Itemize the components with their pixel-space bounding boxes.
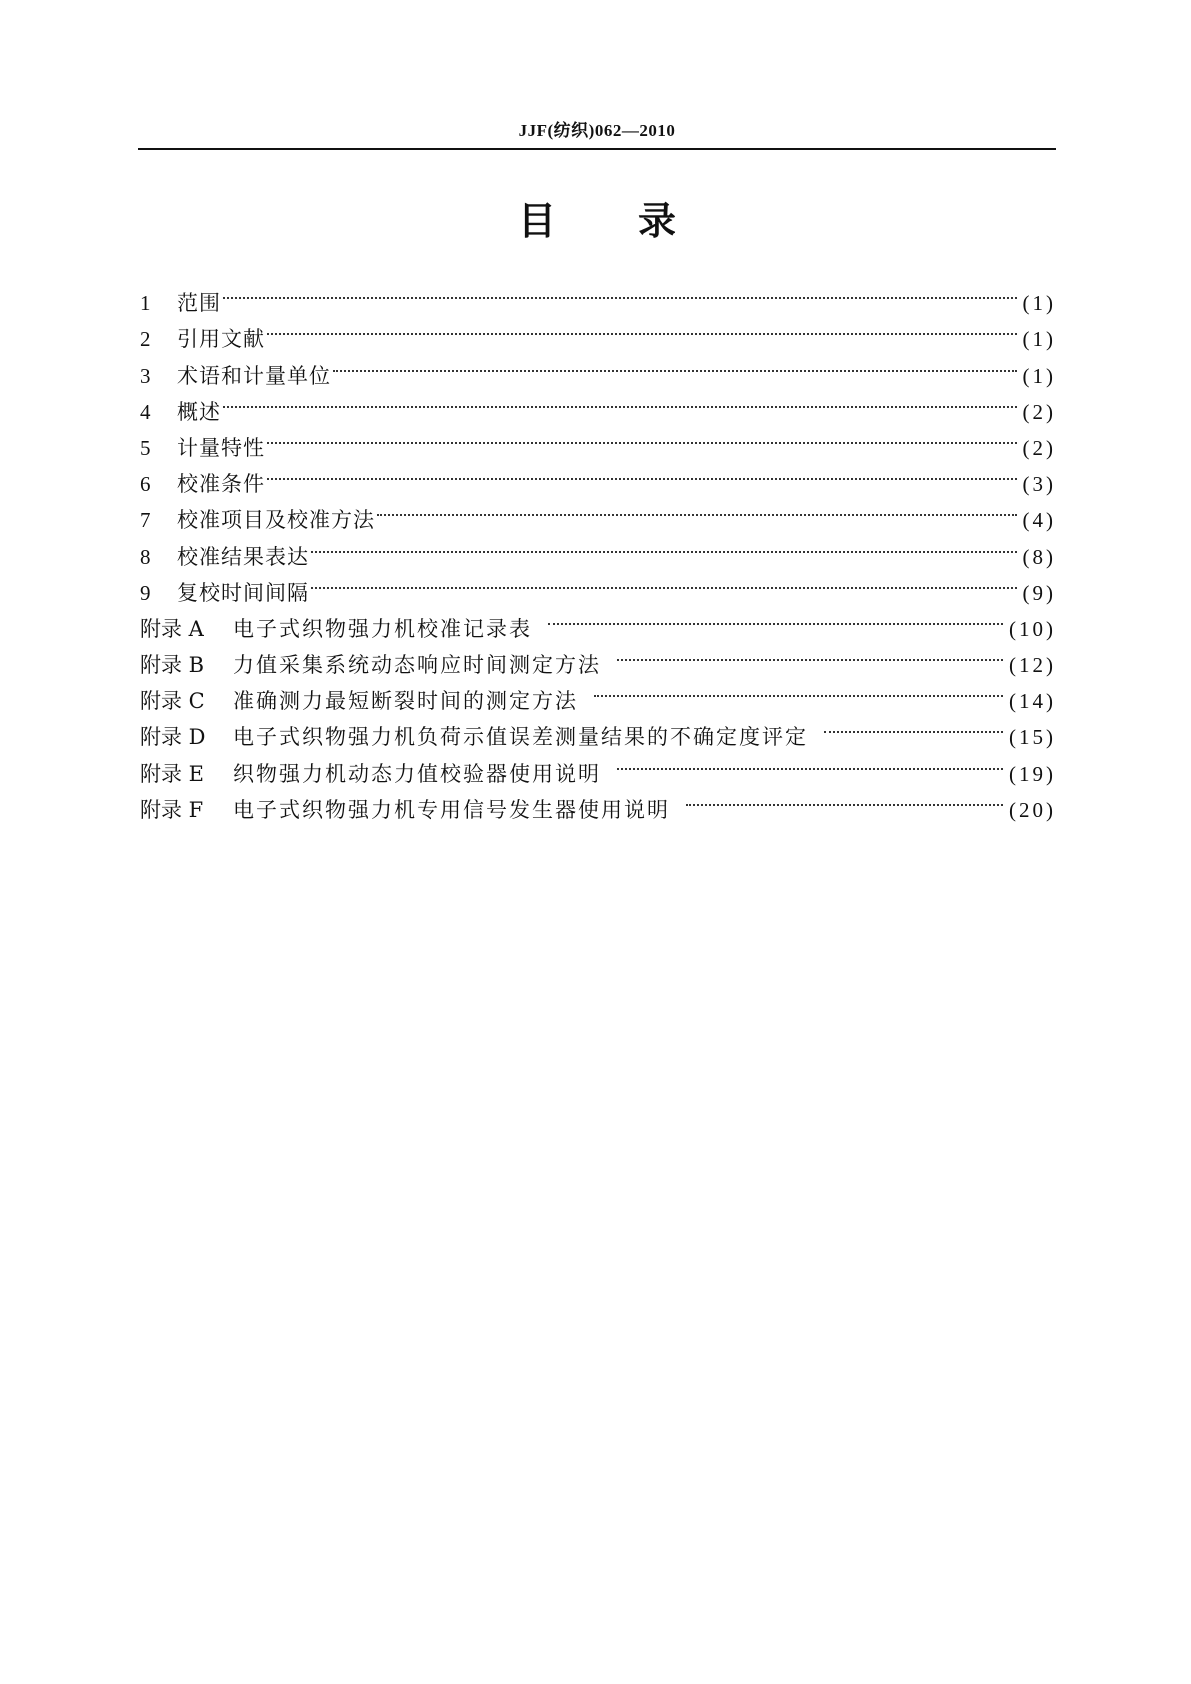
toc-entry-page: (2) (1022, 435, 1056, 460)
header-rule (138, 148, 1056, 150)
toc-entry-page: (4) (1022, 508, 1056, 533)
toc-dot-leader (617, 636, 1003, 672)
toc-title-right: 录 (638, 199, 677, 243)
toc-title-left: 目 (517, 199, 556, 243)
toc-entry-number: 2 (140, 327, 151, 352)
toc-title (138, 196, 1056, 246)
toc-entry-page: (1) (1022, 327, 1056, 352)
toc-entry[interactable] (140, 310, 1056, 352)
toc-entry-page: (14) (1009, 689, 1056, 714)
toc-entry-title: 范围 (177, 291, 221, 316)
toc-entry[interactable] (140, 274, 1056, 316)
toc-entry[interactable] (140, 419, 1056, 460)
toc-dot-leader (311, 527, 1017, 563)
toc-entry-title: 复校时间间隔 (177, 580, 309, 605)
toc-entry-number: 6 (140, 472, 151, 497)
toc-entry-number: 9 (140, 580, 151, 605)
toc-dot-leader (594, 672, 1003, 708)
toc-entry-title: 引用文献 (177, 327, 265, 352)
toc-entry-page: (20) (1009, 797, 1056, 822)
toc-dot-leader (824, 708, 1003, 744)
document-code-header: JJF(纺织)062—2010 (518, 121, 676, 140)
toc-dot-leader (267, 310, 1017, 346)
toc-entry-title: 织物强力机动态力值校验器使用说明 (233, 761, 601, 786)
toc-entry-page: (10) (1009, 616, 1056, 641)
toc-entry-title: 校准条件 (177, 472, 265, 497)
toc-dot-leader (311, 564, 1017, 600)
toc-entry-number: 附录 C (140, 689, 205, 714)
toc-dot-leader (333, 346, 1017, 382)
toc-entry-title: 校准结果表达 (177, 544, 309, 569)
toc-entry-page: (15) (1009, 725, 1056, 750)
toc-entry-number: 7 (140, 508, 151, 533)
toc-entry-number: 附录 D (140, 725, 206, 750)
toc-dot-leader (223, 383, 1017, 419)
toc-entry-page: (8) (1022, 544, 1056, 569)
toc-dot-leader (548, 600, 1003, 636)
toc-dot-leader (617, 744, 1003, 780)
toc-entry-number: 附录 F (140, 797, 204, 822)
toc-entry-number: 附录 E (140, 761, 205, 786)
toc-entry-number: 5 (140, 435, 151, 460)
toc-entry-number: 3 (140, 363, 151, 388)
toc-entry-number: 附录 A (140, 616, 204, 641)
toc-entry-page: (2) (1022, 399, 1056, 424)
toc-entry[interactable] (140, 383, 1056, 424)
toc-entry-page: (9) (1022, 580, 1056, 605)
toc-entry-page: (3) (1022, 472, 1056, 497)
toc-entry[interactable] (140, 346, 1056, 388)
toc-entry-title: 准确测力最短断裂时间的测定方法 (233, 689, 578, 714)
toc-entry-title: 电子式织物强力机专用信号发生器使用说明 (233, 797, 670, 822)
toc-entry-number: 8 (140, 544, 151, 569)
toc-entry-title: 计量特性 (177, 435, 265, 460)
toc-dot-leader (377, 491, 1017, 527)
toc-dot-leader (686, 781, 1003, 817)
toc-entry-title: 电子式织物强力机校准记录表 (233, 616, 532, 641)
toc-entry-page: (12) (1009, 653, 1056, 678)
toc-dot-leader (223, 274, 1017, 310)
toc-entry[interactable] (140, 491, 1056, 533)
toc-entry-page: (1) (1022, 291, 1056, 316)
toc-entry-title: 电子式织物强力机负荷示值误差测量结果的不确定度评定 (233, 725, 808, 750)
toc-entry[interactable] (140, 455, 1056, 497)
toc-entry-title: 概述 (177, 399, 221, 424)
toc-dot-leader (267, 419, 1017, 455)
toc-entry-page: (1) (1022, 363, 1056, 388)
toc-entry-page: (19) (1009, 761, 1056, 786)
toc-entry-title: 校准项目及校准方法 (177, 508, 375, 533)
toc-entry-title: 术语和计量单位 (177, 363, 331, 388)
toc-entry-title: 力值采集系统动态响应时间测定方法 (233, 653, 601, 678)
toc-entry-number: 4 (140, 399, 151, 424)
toc-dot-leader (267, 455, 1017, 491)
toc-entry-number: 1 (140, 291, 151, 316)
toc-entry-number: 附录 B (140, 653, 205, 678)
toc-list (140, 274, 1056, 822)
